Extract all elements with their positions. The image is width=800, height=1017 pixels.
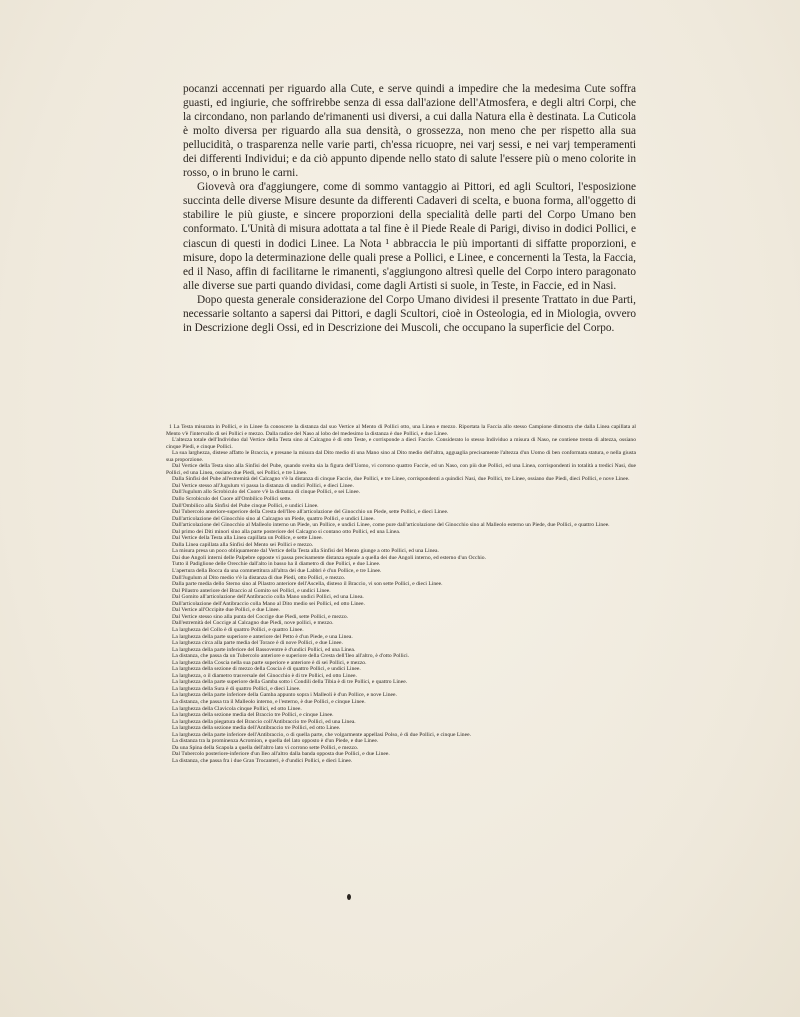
footnote-item: La larghezza della parte inferiore del Bassoventre è d'undici Pollici, ed una Linea.: [172, 646, 356, 653]
footnote-item: Dal Vertice della Testa alla Linea capillata un Pollice, e sette Linee.: [172, 535, 323, 542]
footnote-block: [166, 424, 636, 764]
footnote-item: La misura presa un poco obliquamente dal Vertice della Testa alla Sinfisi del Mento giunge a otto Pollici, ed una Linea.: [172, 548, 439, 555]
footnote-item: Dal Tubercolo anteriore-superiore della Cresta dell'Ileo all'articolazione del Ginocchio un Piede, sette Pollici, e dieci Linee.: [172, 509, 449, 516]
footnote-item: La distanza, che passa tra il Malleolo interno, e l'esterno, è due Pollici, e cinque Linee.: [172, 698, 366, 705]
footnote-item: Dal Vertice della Testa sino alla Sinfisi del Pube, quando svelta sia la figura dell'Uomo, vi corrono quattro Faccie, ed un Naso, con più due Pollici, ed una Linea, corrispondenti in totalità a tredici Nasi, due Pollici, ed una Linea, ossiano due Piedi, sei Pollici, e tre Linee.: [166, 463, 636, 476]
footnote-item: Dal Gomito all'articolazione dell'Antibraccio colla Mano undici Pollici, ed una Linea.: [172, 594, 364, 601]
footnote-item: Dall'Jugulum al Dito medio v'è la distanza di due Piedi, otto Pollici, e mezzo.: [172, 574, 346, 581]
footnote-item: La larghezza della sezione media del Braccio tre Pollici, e cinque Linee.: [172, 712, 334, 719]
footnote-item: Dall'articolazione dell'Antibraccio colla Mano al Dito medio sei Pollici, ed otto Linee.: [172, 600, 365, 607]
footnote-item: La larghezza della Coscia nella sua parte superiore e anteriore è di sei Pollici, e mezzo.: [172, 659, 367, 666]
footnote-item: Da una Spina della Scapola a quella dell'altro lato vi corrono sette Pollici, e mezzo.: [172, 744, 359, 751]
footnote-item: Dall'articolazione del Ginocchio al Malleolo interno un Piede, un Pollice, e undici Linee, come pure dall'articolazione del Ginocchio sino al Malleolo esterno un Piede, due Pollici, e quattro Linee.: [172, 522, 610, 529]
footnote-item: Dal Pilastro anteriore del Braccio al Gomito sei Pollici, e undici Linee.: [172, 587, 331, 594]
footnote-item: Dallo Scrobiculo del Cuore all'Ombilico Pollici sette.: [172, 496, 292, 503]
footnote-item: L'altezza totale dell'Individuo dal Vertice della Testa sino al Calcagno è di otto Teste, e corrisponde a dieci Faccie. Considerato lo stesso Individuo a misura di Naso, ne contiene trenta di altezza, ossiano cinque Piedi, e cinque Pollici.: [166, 437, 636, 450]
footnote-item: Dal Vertice stesso all'Jugulum vi passa la distanza di undici Pollici, e dieci Linee.: [172, 482, 354, 489]
footnote-item: Dal primo dei Diti minori sino alla parte posteriore del Calcagno si contano otto Pollici, ed una Linea.: [172, 528, 401, 535]
footnote-item: La sua larghezza, distese affatto le Braccia, e presane la misura dal Dito medio di una Mano sino al Dito medio dell'altra, agguaglia precisamente l'altezza d'un Uomo di ben conformata statura, e nella giusta sua proporzione.: [166, 450, 636, 463]
footnote-item: La larghezza della sezione di mezzo della Coscia è di quattro Pollici, e undici Linee.: [172, 666, 361, 673]
footnote-item: La larghezza della parte inferiore dell'Antibraccio, o di quella parte, che volgarmente appellasi Polso, è di due Pollici, e cinque Linee.: [172, 731, 471, 738]
footnote-item: La larghezza della Sura è di quattro Pollici, e dieci Linee.: [172, 685, 301, 692]
footnote-item: Dall'estremità del Coccige al Calcagno due Piedi, nove pollici, e mezzo.: [172, 620, 334, 627]
footnote-item: La larghezza della sezione media dell'Antibraccio tre Pollici, ed otto Linee.: [172, 725, 341, 732]
main-paragraph-2: Giovevà ora d'aggiungere, come di sommo vantaggio ai Pittori, ed agli Scultori, l'esposizione succinta delle diverse Misure desunte da differenti Cadaveri di scelta, e buona forma, all'oggetto di stabilire le più giuste, e sincere proporzioni della specialità delle parti del Corpo Umano ben conformato. L'Unità di misura adottata a tal fine è il Piede Reale di Parigi, diviso in dodici Pollici, e ciascun di questi in dodici Linee. La Nota ¹ abbraccia le più importanti di siffatte proporzioni, e misure, dopo la determinazione delle quali prese a Pollici, e Linee, e concernenti la Testa, la Faccia, ed il Naso, affin di facilitarne le rimanenti, s'aggiungono altresì quelle del Corpo intero paragonato alle diverse sue parti quando dividasi, come dagli Artisti si suole, in Teste, in Faccie, ed in Nasi.: [183, 181, 636, 292]
footnote-item: Dall'articolazione del Ginocchio sino al Calcagno un Piede, quattro Pollici, e undici Linee.: [172, 515, 375, 522]
footnote-item: 1 La Testa misurata in Pollici, e in Linee fa conoscere la distanza dal suo Vertice al Mento di Pollici otto, una Linea e mezzo. Riportata la Faccia allo stesso Campione dimostra che dalla Linea capillata al Mento v'è l'intervallo di sei Pollici e mezzo. Dalla radice del Naso al lobo del medesimo la distanza è due Pollici, e due Linee.: [166, 424, 636, 437]
footnote-item: Dalla Linea capillata alla Sinfisi del Mento sei Pollici e mezzo.: [172, 541, 314, 548]
footnote-item: La larghezza della parte inferiore della Gamba appunto sopra i Malleoli è d'un Pollice, e nove Linee.: [172, 692, 397, 699]
footnote-item: La larghezza del Collo è di quattro Pollici, e quattro Linee.: [172, 626, 304, 633]
footnote-item: Dall'Jugulum allo Scrobiculo del Cuore v'è la distanza di cinque Pollici, e sei Linee.: [172, 489, 360, 496]
footnote-item: Tutto il Padiglione delle Orecchie dall'alto in basso ha il diametro di due Pollici, e due Linee.: [172, 561, 381, 568]
footnote-item: La larghezza della Clavicola cinque Pollici, ed otto Linee.: [172, 705, 302, 712]
footnote-item: La larghezza circa alla parte media del Torace è di nove Pollici, e due Linee.: [172, 640, 343, 647]
main-paragraph-1: pocanzi accennati per riguardo alla Cute, e serve quindi a impedire che la medesima Cute soffra guasti, ed ingiurie, che soffrirebbe senza di essa dall'azione dell'Atmosfera, e degli altri Corpi, che la circondano, non parlando de'rimanenti usi diversi, a cui dalla Natura ella è destinata. La Cuticola è molto diversa per riguardo alla sua densità, o grossezza, non meno che per rispetto alla sua pellucidità, o trasparenza nelle varie parti, ch'essa ricuopre, nei varj sessi, e nei varj temperamenti dei differenti Individui; e da ciò appunto dipende nello stato di salute l'essere più o meno colorite in rosso, o in bruno le carni.: [183, 83, 636, 180]
ink-mark: [347, 894, 351, 900]
footnote-item: Dalla parte media dello Sterno sino al Pilastro anteriore dell'Ascella, disteso il Braccio, vi son sette Pollici, e dieci Linee.: [172, 581, 443, 588]
footnote-item: La distanza, che passa fra i due Gran Trocanteri, è d'undici Pollici, e dieci Linee.: [172, 757, 353, 764]
footnote-item: Dal Vertice all'Occipite due Pollici, e due Linee.: [172, 607, 280, 614]
footnote-item: La distanza, che passa da un Tubercolo anteriore e superiore della Cresta dell'Ileo all'altro, è d'otto Pollici.: [172, 653, 410, 660]
footnote-item: La distanza tra la prominenza Acromion, e quella del lato opposto è d'un Piede, e due Linee.: [172, 738, 379, 745]
footnote-item: Dall'Ombilico alla Sinfisi del Pube cinque Pollici, e undici Linee.: [172, 502, 319, 509]
footnote-item: La larghezza della parte superiore della Gamba sotto i Condili della Tibia è di tre Pollici, e quattro Linee.: [172, 679, 408, 686]
footnote-item: L'apertura della Bocca da una commettitura all'altra dei due Labbri è d'un Pollice, e tre Linee.: [172, 568, 382, 575]
footnote-item: La larghezza, o il diametro trasversale del Ginocchio è di tre Pollici, ed otto Linee.: [172, 672, 357, 679]
footnote-item: La larghezza della piegatura del Braccio coll'Antibraccio tre Pollici, ed una Linea.: [172, 718, 356, 725]
footnote-item: La larghezza della parte superiore e anteriore del Petto è d'un Piede, e una Linea.: [172, 633, 353, 640]
footnote-item: Dalla Sinfisi del Pube all'estremità del Calcagno v'è la distanza di cinque Faccie, due Pollici, e tre Linee, corrispondenti a quindici Nasi, due Pollici, tre Linee, ossiano due Piedi, dieci Pollici, e nove Linee.: [172, 476, 630, 483]
footnote-item: Dal Vertice stesso sino alla punta del Coccige due Piedi, sette Pollici, e mezzo.: [172, 613, 349, 620]
main-paragraph-3: Dopo questa generale considerazione del Corpo Umano dividesi il presente Trattato in due Parti, necessarie soltanto a sapersi dai Pittori, e dagli Scultori, cioè in Osteologia, ed in Miologia, ovvero in Descrizione degli Ossi, ed in Descrizione dei Muscoli, che occupano la superficie del Corpo.: [183, 293, 636, 334]
footnote-item: Dai due Angoli interni delle Palpebre opposte vi passa precisamente distanza eguale a quella dei due Angoli interno, ed esterno d'un Occhio.: [172, 554, 487, 561]
main-text-block: [183, 82, 636, 335]
footnote-item: Dal Tubercolo posteriore-inferiore d'un Ileo all'altro dalla banda opposta due Pollici, e due Linee.: [172, 751, 390, 758]
